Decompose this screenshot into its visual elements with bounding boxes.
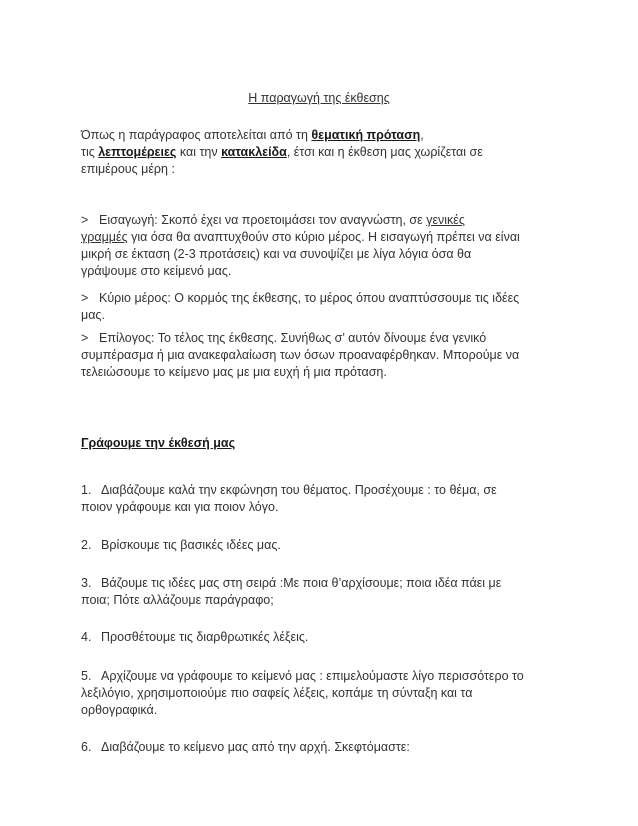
step-number: 2. [81,538,92,552]
writing-heading: Γράφουμε την έκθεσή μας [81,436,236,450]
step-item [81,537,551,554]
intro-text: τις [81,145,99,159]
bullet-marker: > [81,213,89,227]
bullet-marker: > [81,291,89,305]
intro-text: και την [176,145,222,159]
section-main-body [81,290,551,324]
section-text: Εισαγωγή: Σκοπό έχει να προετοιμάσει τον αναγνώστη, σε [99,213,427,227]
intro-text: , [420,128,424,142]
bullet-marker: > [81,331,89,345]
step-text: Βρίσκουμε τις βασικές ιδέες μας. [101,538,281,552]
term-details: λεπτομέρειες [98,145,177,159]
step-number: 6. [81,740,92,754]
underlined-text: γραμμές [81,230,128,244]
intro-text: , έτσι και η έκθεση μας χωρίζεται σε [286,145,483,159]
step-item [81,575,551,609]
step-number: 1. [81,483,92,497]
step-number: 4. [81,630,92,644]
step-item [81,739,551,756]
step-item [81,482,551,516]
term-conclusion: κατακλείδα [221,145,287,159]
step-number: 3. [81,576,92,590]
intro-text: Όπως η παράγραφος αποτελείται από τη [81,128,312,142]
step-text: Βάζουμε τις ιδέες μας στη σειρά :Με ποια θ’αρχίσουμε; ποια ιδέα πάει με [101,576,502,590]
section-epilogue [81,330,551,381]
step-text: Προσθέτουμε τις διαρθρωτικές λέξεις. [101,630,309,644]
intro-text: επιμέρους μέρη : [81,162,175,176]
step-text: Διαβάζουμε καλά την εκφώνηση του θέματος. Προσέχουμε : το θέμα, σε [101,483,497,497]
section-text: για όσα θα αναπτυχθούν στο κύριο μέρος. Η εισαγωγή πρέπει να είναι [127,230,520,244]
intro-paragraph [81,127,551,178]
section-text: Επίλογος: Το τέλος της έκθεσης. Συνήθως σ’ αυτόν δίνουμε ένα γενικό [99,331,487,345]
step-text: ποια; Πότε αλλάζουμε παράγραφο; [81,593,274,607]
step-text: ορθογραφικά. [81,703,158,717]
step-item [81,668,551,719]
section-text: γράψουμε στο κείμενό μας. [81,264,232,278]
step-text: Διαβάζουμε το κείμενο μας από την αρχή. Σκεφτόμαστε: [101,740,410,754]
underlined-text: γενικές [426,213,465,227]
term-thematic-sentence: θεματική πρόταση [311,128,421,142]
section-text: μας. [81,308,105,322]
section-text: συμπέρασμα ή μια ανακεφαλαίωση των όσων προαναφέρθηκαν. Μπορούμε να [81,348,520,362]
step-text: λεξιλόγιο, χρησιμοποιούμε πιο σαφείς λέξεις, κοπάμε τη σύνταξη και τα [81,686,473,700]
section-introduction [81,212,551,280]
document-title: Η παραγωγή της έκθεσης [248,91,390,105]
step-text: Αρχίζουμε να γράφουμε το κείμενό μας : επιμελούμαστε λίγο περισσότερο το [101,669,524,683]
step-item [81,629,551,646]
step-text: ποιον γράφουμε και για ποιον λόγο. [81,500,279,514]
step-number: 5. [81,669,92,683]
section-text: μικρή σε έκταση (2-3 προτάσεις) και να συνοψίζει με λίγα λόγια όσα θα [81,247,472,261]
section-text: Κύριο μέρος: Ο κορμός της έκθεσης, το μέρος όπου αναπτύσσουμε τις ιδέες [99,291,520,305]
section-text: τελειώσουμε το κείμενο μας με μια ευχή ή μια πρόταση. [81,365,387,379]
